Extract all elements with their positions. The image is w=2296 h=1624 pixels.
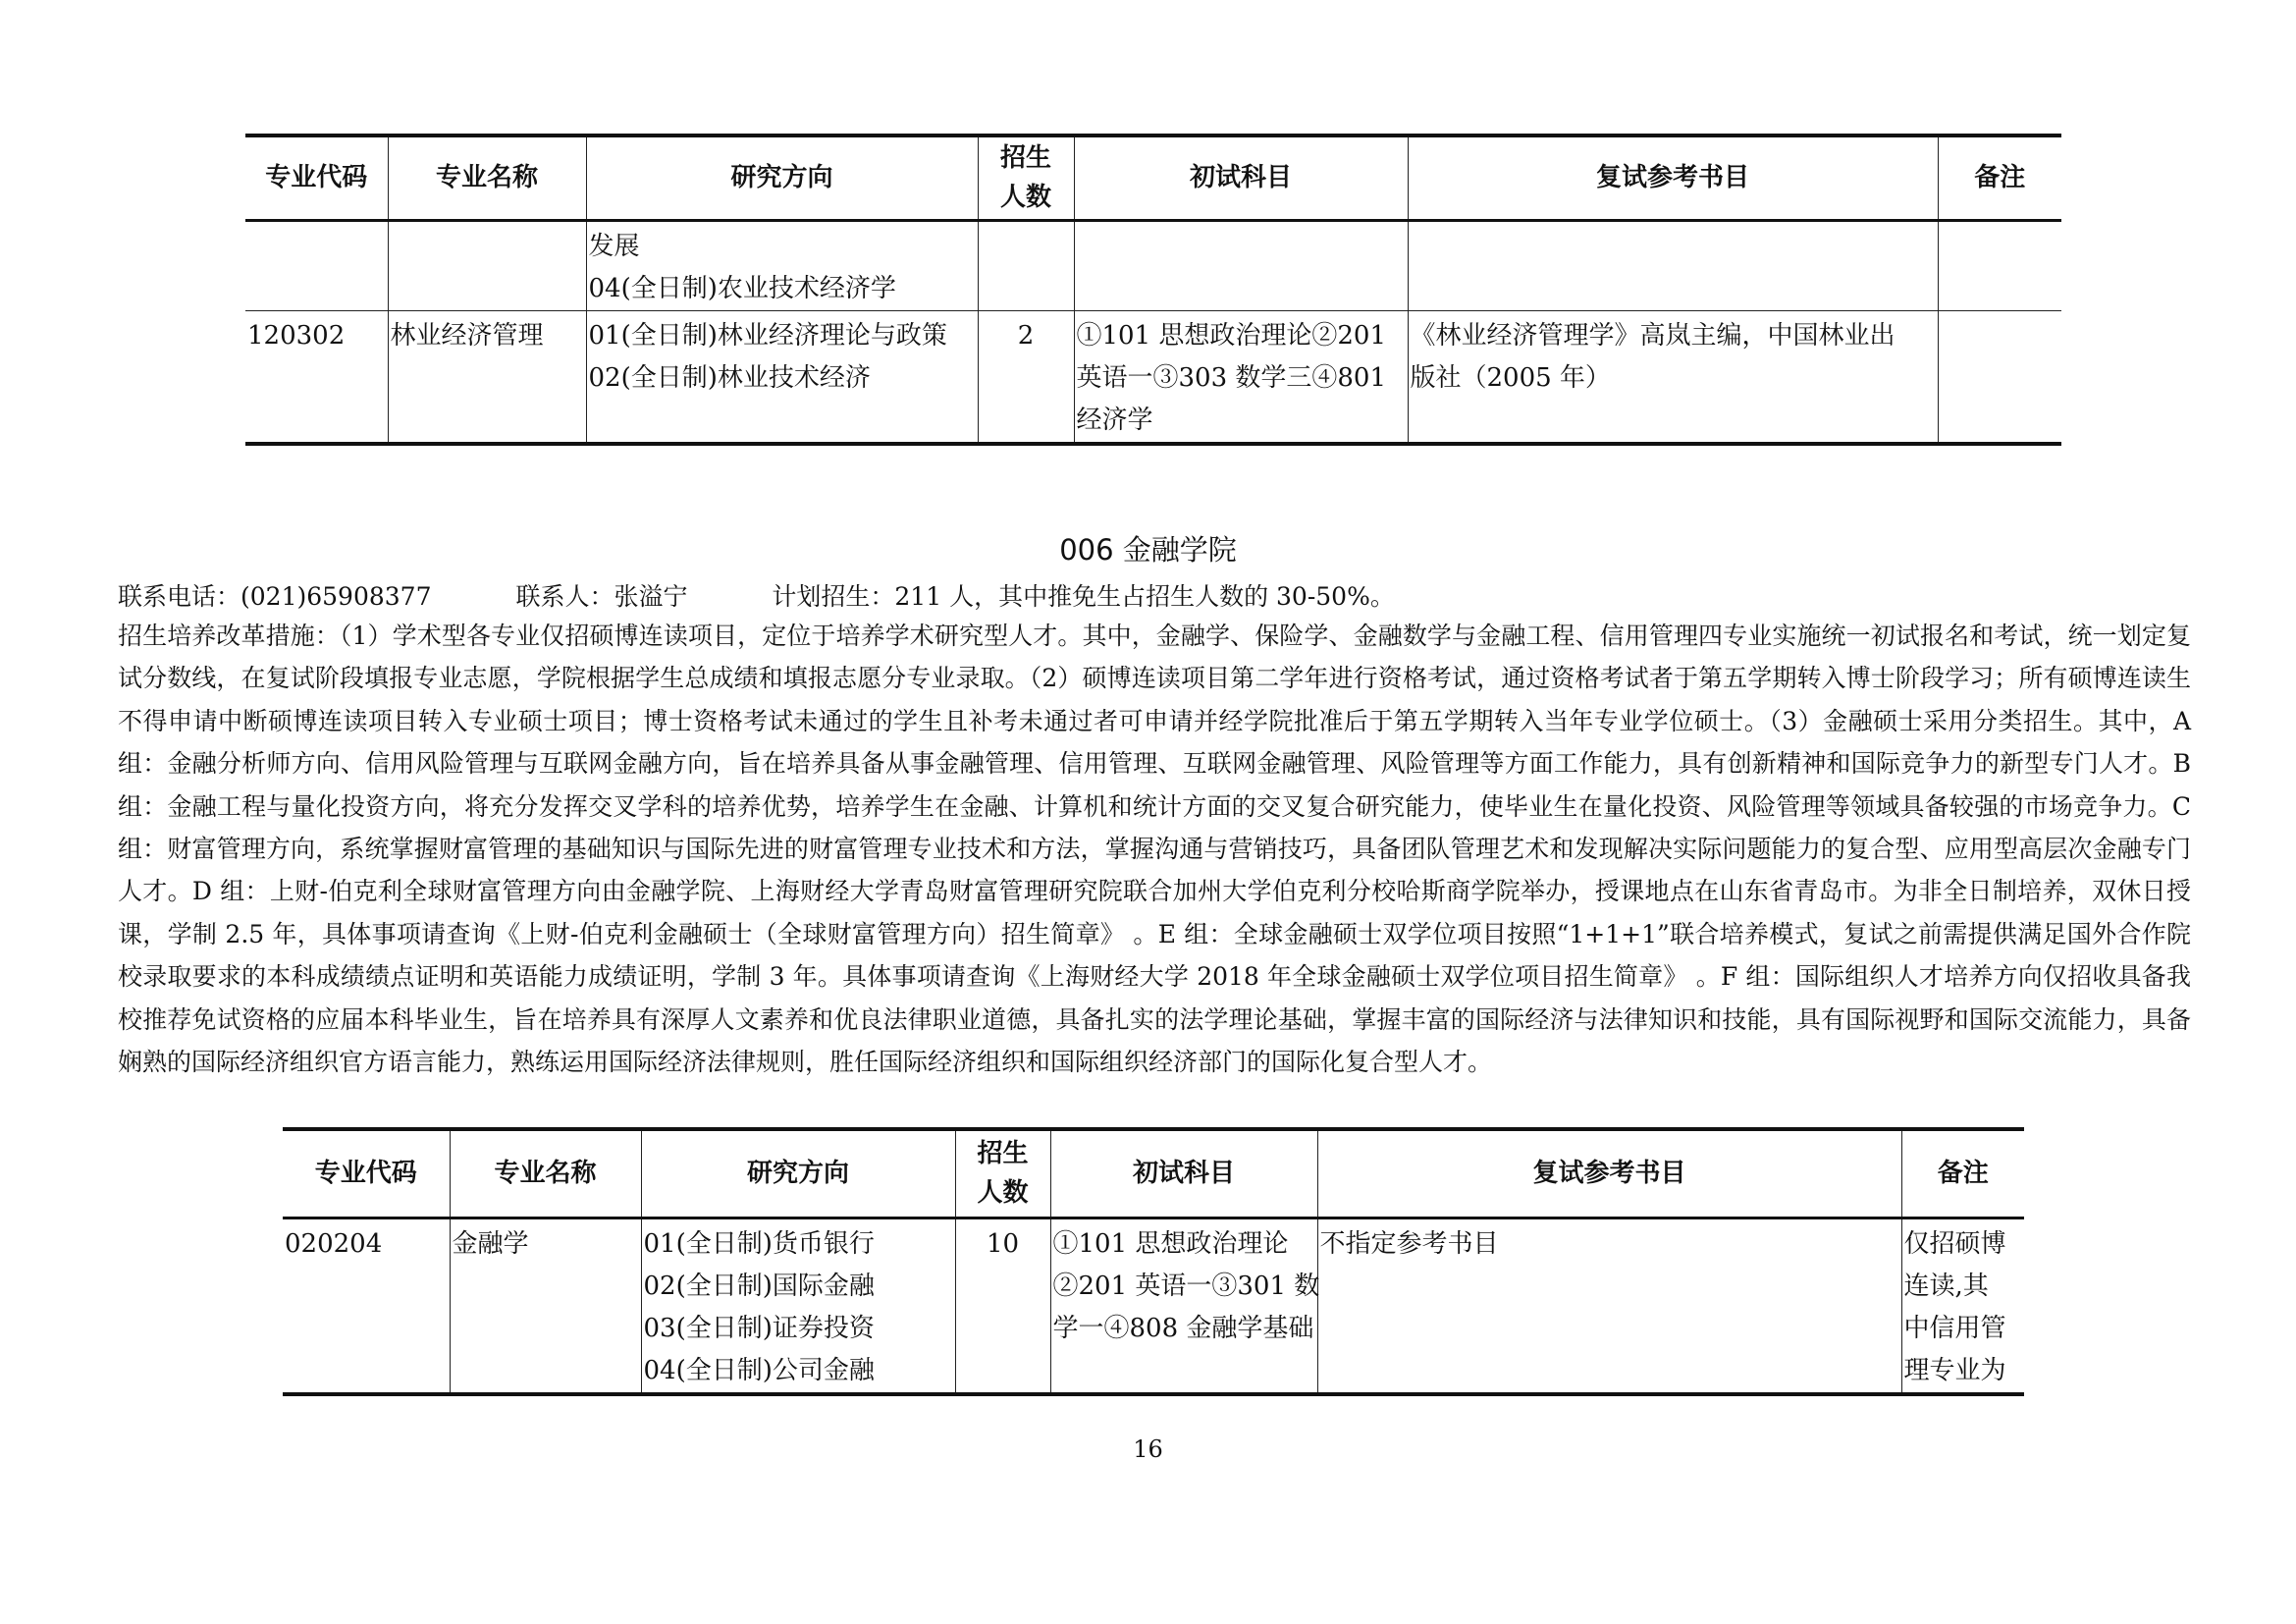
cell-directions [641, 1218, 955, 1394]
header-enroll-line: 人数 [977, 1178, 1029, 1209]
cell-name: 金融学 [450, 1218, 641, 1394]
cell-directions [586, 310, 978, 444]
direction-line: 发展 [588, 231, 640, 261]
header-enroll-line: 人数 [999, 183, 1051, 213]
exam-line: 学一④808 金融学基础 [1052, 1313, 1314, 1343]
header-name: 专业名称 [388, 135, 586, 220]
cell-name: 林业经济管理 [388, 310, 586, 444]
direction-line: 01(全日制)林业经济理论与政策 [588, 320, 947, 351]
direction-line: 03(全日制)证券投资 [643, 1313, 875, 1343]
books-line: 版社（2005 年） [1410, 362, 1611, 393]
direction-line: 04(全日制)公司金融 [643, 1355, 875, 1385]
cell-note [1938, 220, 2061, 310]
header-enroll-line: 招生 [999, 143, 1051, 174]
program-table-1 [245, 134, 2061, 446]
exam-line: 英语一③303 数学三④801 [1076, 362, 1387, 393]
cell-directions [586, 220, 978, 310]
header-enroll [955, 1129, 1050, 1218]
direction-line: 04(全日制)农业技术经济学 [588, 273, 896, 303]
header-enroll-line: 招生 [977, 1139, 1029, 1169]
header-direction: 研究方向 [641, 1129, 955, 1218]
table-row [245, 310, 2061, 444]
table-row [283, 1218, 2024, 1394]
header-enroll [978, 135, 1074, 220]
enrollment-plan: 计划招生：211 人，其中推免生占招生人数的 30-50%。 [772, 582, 1395, 611]
cell-code: 120302 [245, 310, 388, 444]
cell-books [1408, 310, 1938, 444]
books-line: 不指定参考书目 [1319, 1228, 1499, 1259]
section-title: 006 金融学院 [1059, 533, 1237, 567]
direction-line: 01(全日制)货币银行 [643, 1228, 875, 1259]
header-exam: 初试科目 [1074, 135, 1408, 220]
cell-note [1938, 310, 2061, 444]
cell-exam [1074, 220, 1408, 310]
books-line: 《林业经济管理学》高岚主编，中国林业出 [1410, 320, 1896, 351]
cell-name [388, 220, 586, 310]
header-direction: 研究方向 [586, 135, 978, 220]
header-note: 备注 [1938, 135, 2061, 220]
exam-line: ①101 思想政治理论 [1052, 1228, 1289, 1259]
contact-phone: 联系电话：(021)65908377 [118, 582, 432, 611]
header-note: 备注 [1901, 1129, 2024, 1218]
header-books: 复试参考书目 [1317, 1129, 1901, 1218]
header-name: 专业名称 [450, 1129, 641, 1218]
note-line: 仅招硕博 [1903, 1228, 2006, 1259]
cell-books [1408, 220, 1938, 310]
direction-line: 02(全日制)林业技术经济 [588, 362, 871, 393]
header-code: 专业代码 [245, 135, 388, 220]
reform-measures-paragraph: 招生培养改革措施：（1）学术型各专业仅招硕博连读项目，定位于培养学术研究型人才。其中，金融学、保险学、金融数学与金融工程、信用管理四专业实施统一初试报名和考试，统一划定复试分数线，在复试阶段填报专业志愿，学院根据学生总成绩和填报志愿分专业录取。（2）硕博连读项目第二学年进行资格考试，通过资格考试者于第五学期转入博士阶段学习；所有硕博连读生不得申请中断硕博连读项目转入专业硕士项目；博士资格考试未通过的学生且补考未通过者可申请并经学院批准后于第五学期转入当年专业学位硕士。（3）金融硕士采用分类招生。其中，A 组：金融分析师方向、信用风险管理与互联网金融方向，旨在培养具备从事金融管理、信用管理、互联网金融管理、风险管理等方面工作能力，具有创新精神和国际竞争力的新型专门人才。B 组：金融工程与量化投资方向，将充分发挥交叉学科的培养优势，培养学生在金融、计算机和统计方面的交叉复合研究能力，使毕业生在量化投资、风险管理等领域具备较强的市场竞争力。C 组：财富管理方向，系统掌握财富管理的基础知识与国际先进的财富管理专业技术和方法，掌握沟通与营销技巧，具备团队管理艺术和发现解决实际问题能力的复合型、应用型高层次金融专门人才。D 组：上财-伯克利全球财富管理方向由金融学院、上海财经大学青岛财富管理研究院联合加州大学伯克利分校哈斯商学院举办，授课地点在山东省青岛市。为非全日制培养，双休日授课，学制 2.5 年，具体事项请查询《上财-伯克利金融硕士（全球财富管理方向）招生简章》 。E 组：全球金融硕士双学位项目按照“1+1+1”联合培养模式，复试之前需提供满足国外合作院校录取要求的本科成绩绩点证明和英语能力成绩证明，学制 3 年。具体事项请查询《上海财经大学 2018 年全球金融硕士双学位项目招生简章》 。F 组：国际组织人才培养方向仅招收具备我校推荐免试资格的应届本科毕业生，旨在培养具有深厚人文素养和优良法律职业道德，具备扎实的法学理论基础，掌握丰富的国际经济与法律知识和技能，具有国际视野和国际交流能力，具备娴熟的国际经济组织官方语言能力，熟练运用国际经济法律规则，胜任国际经济组织和国际组织经济部门的国际化复合型人才。 [118, 622, 2191, 1077]
table-row [245, 220, 2061, 310]
cell-count [978, 220, 1074, 310]
table-header-row [245, 135, 2061, 220]
cell-count: 2 [978, 310, 1074, 444]
contact-line [118, 577, 1471, 613]
cell-count: 10 [955, 1218, 1050, 1394]
exam-line: ①101 思想政治理论②201 [1076, 320, 1387, 351]
cell-note [1901, 1218, 2024, 1394]
contact-person: 联系人：张溢宁 [515, 582, 688, 611]
program-table-2 [283, 1127, 2024, 1396]
header-books: 复试参考书目 [1408, 135, 1938, 220]
direction-line: 02(全日制)国际金融 [643, 1271, 875, 1301]
cell-code: 020204 [283, 1218, 450, 1394]
cell-exam [1050, 1218, 1320, 1394]
header-code: 专业代码 [283, 1129, 450, 1218]
cell-books [1317, 1218, 1901, 1394]
header-exam: 初试科目 [1050, 1129, 1317, 1218]
exam-line: 经济学 [1076, 405, 1153, 435]
exam-line: ②201 英语一③301 数 [1052, 1271, 1320, 1301]
note-line: 理专业为 [1903, 1355, 2006, 1385]
note-line: 连读,其 [1903, 1271, 1989, 1301]
page-number: 16 [1133, 1435, 1163, 1463]
cell-code [245, 220, 388, 310]
cell-exam [1074, 310, 1408, 444]
table-header-row [283, 1129, 2024, 1218]
note-line: 中信用管 [1903, 1313, 2006, 1343]
